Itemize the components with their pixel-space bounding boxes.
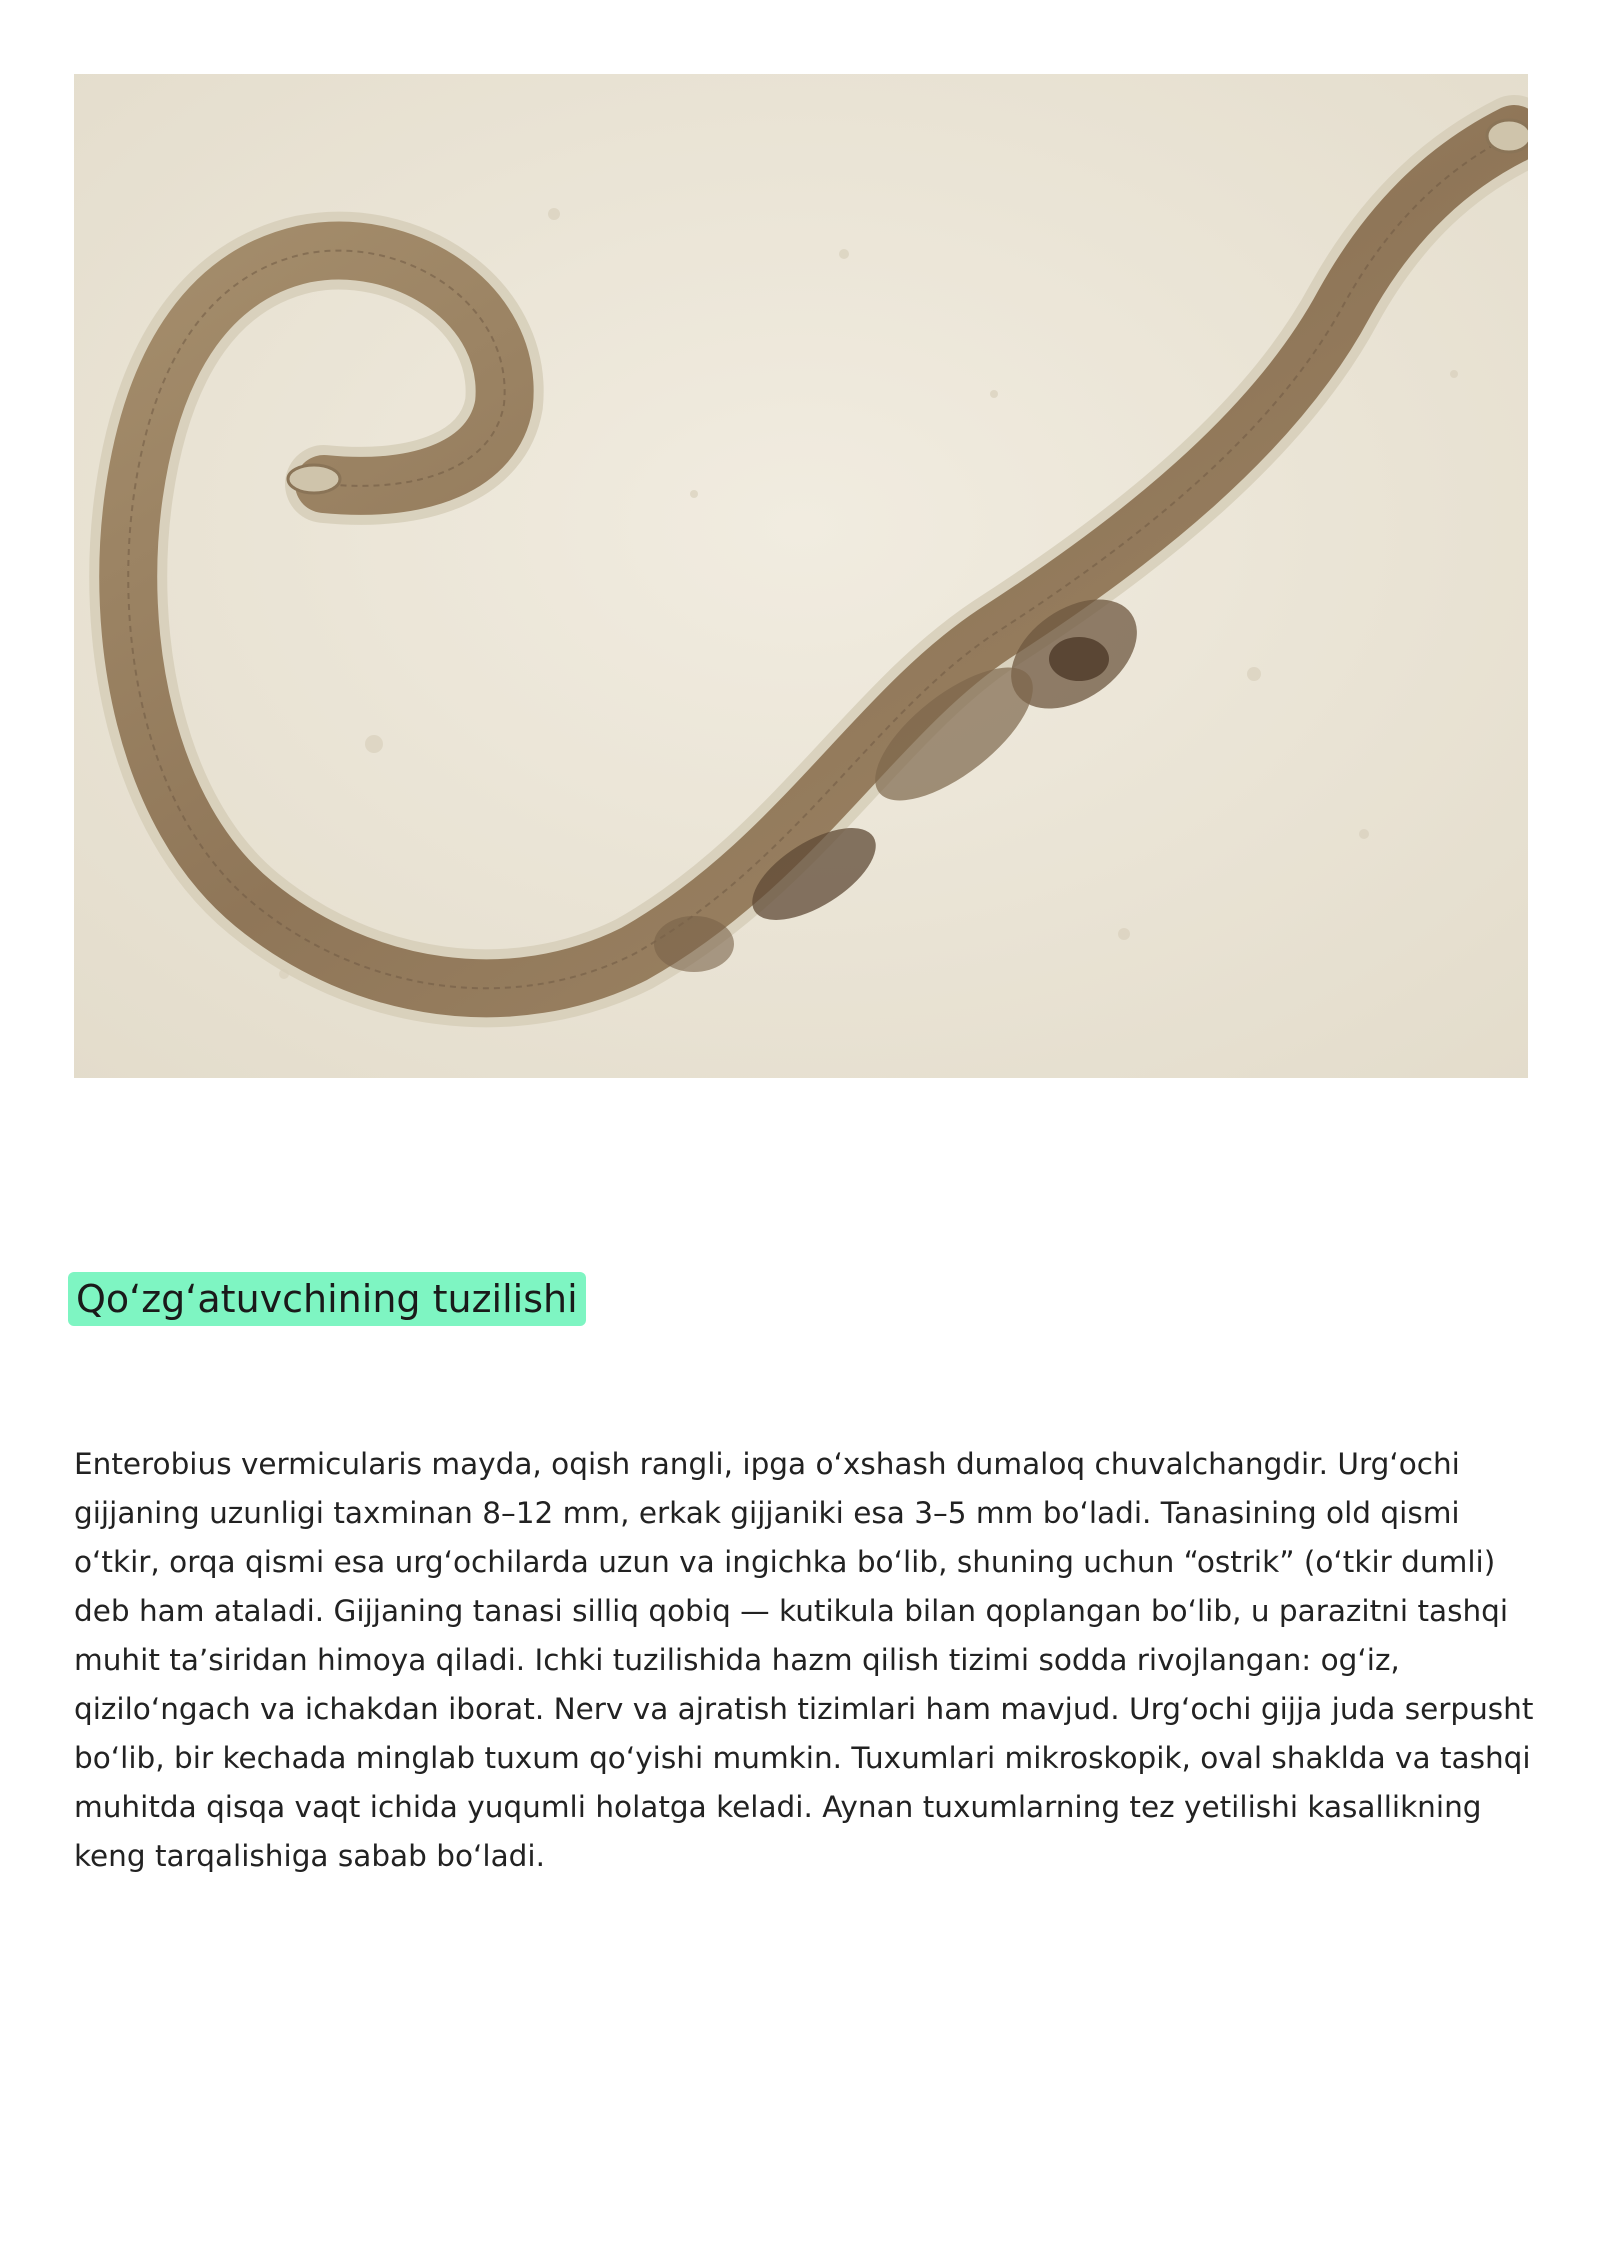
worm-tail-tip (288, 465, 340, 493)
section-heading: Qo‘zg‘atuvchining tuzilishi (68, 1272, 586, 1326)
pinworm-micrograph-image (74, 74, 1528, 1078)
worm-head (1487, 120, 1528, 152)
section-paragraph: Enterobius vermicularis mayda, oqish rangli, ipga o‘xshash dumaloq chuvalchangdir. Urg‘ochi gijjaning uzunligi taxminan 8–12 mm, erkak gijjaniki esa 3–5 mm bo‘ladi. Tanasining old qismi o‘tkir, orqa qismi esa urg‘ochilarda uzun va ingichka bo‘lib, shuning uchun “ostrik” (o‘tkir dumli) deb ham ataladi. Gijjaning tanasi silliq qobiq — kutikula bilan qoplangan bo‘lib, u parazitni tashqi muhit ta’siridan himoya qiladi. Ichki tuzilishida hazm qilish tizimi sodda rivojlangan: og‘iz, qizilo‘ngach va ichakdan iborat. Nerv va ajratish tizimlari ham mavjud. Urg‘ochi gijja juda serpusht bo‘lib, bir kechada minglab tuxum qo‘yishi mumkin. Tuxumlari mikroskopik, oval shaklda va tashqi muhitda qisqa vaqt ichida yuqumli holatga keladi. Aynan tuxumlarning tez yetilishi kasallikning keng tarqalishiga sabab bo‘ladi. (74, 1447, 1534, 1873)
